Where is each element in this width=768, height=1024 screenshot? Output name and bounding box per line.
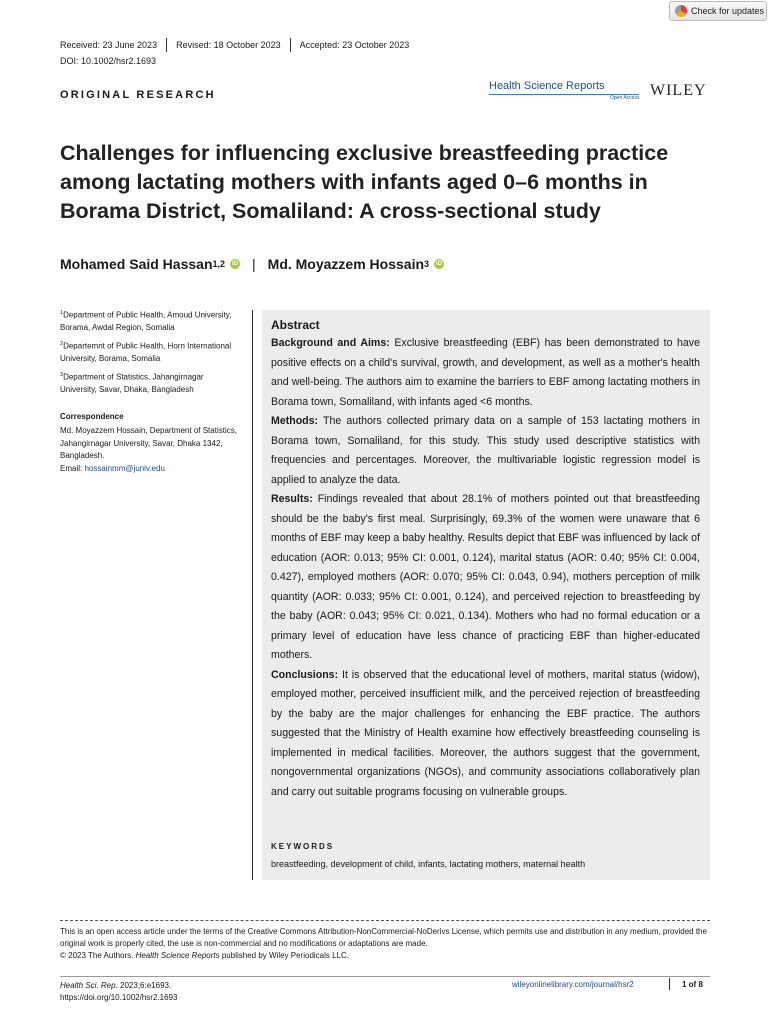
abstract-heading: Abstract xyxy=(271,318,320,332)
correspondence-details xyxy=(60,425,240,475)
journal-url-link[interactable]: wileyonlinelibrary.com/journal/hsr2 xyxy=(512,980,634,989)
accepted-date: Accepted: 23 October 2023 xyxy=(299,40,410,50)
conclusions-text: It is observed that the educational level of mothers, marital status (widow), employed mother, perceived insufficient milk, and the perceived rejection of breastfeeding by the baby are the major challenges for enhancing the EBF practice. The authors suggested that the Ministry of Health examine how effectively breastfeeding counseling is implemented in medical facilities. Moreover, the authors suggest that the government, nongovernmental organizations (NGOs), and community associations collaboratively plan and carry out suitable programs focusing on vulnerable groups. xyxy=(271,668,700,798)
conclusions-label: Conclusions: xyxy=(271,668,339,681)
citation-volume: 2023;6:e1693. xyxy=(117,981,172,990)
divider xyxy=(290,38,291,52)
abstract-divider xyxy=(252,310,253,880)
orcid-icon[interactable]: iD xyxy=(436,261,443,267)
check-for-updates-label: Check for updates xyxy=(691,6,765,16)
methods-text: The authors collected primary data on a sample of 153 lactating mothers in Borama town, Somaliland, for this study. This study used descriptive statistics with frequencies and percentages. Moreover, the multivariable logistic regression model is applied to analyze the data. xyxy=(271,415,700,486)
affiliation-text: Department of Public Health, Amoud University, Borama, Awdal Region, Somalia xyxy=(60,310,232,333)
copyright-prefix: © 2023 The Authors. xyxy=(60,951,136,960)
abstract-methods xyxy=(271,412,700,490)
received-date: Received: 23 June 2023 xyxy=(60,40,158,50)
correspondence-heading: Correspondence xyxy=(60,412,124,421)
license-text: This is an open access article under the terms of the Creative Commons Attribution-NonCommercial-NoDerivs License, which permits use and distribution in any medium, provided the original work is properly cited, the use is non-commercial and no modifications or adaptations are made. xyxy=(60,927,707,948)
results-label: Results: xyxy=(271,493,313,505)
affiliation-text: Departemnt of Public Health, Horn International University, Borama, Somalia xyxy=(60,341,232,364)
affiliation-number: 1 xyxy=(60,310,64,316)
abstract-background xyxy=(271,334,700,412)
abstract-results xyxy=(271,490,700,666)
affiliation xyxy=(60,369,240,397)
crossmark-icon xyxy=(675,5,687,17)
methods-label: Methods: xyxy=(271,415,319,427)
divider xyxy=(166,38,167,52)
revised-date: Revised: 18 October 2023 xyxy=(176,40,281,50)
publisher-logo: WILEY xyxy=(650,82,707,99)
author-list xyxy=(60,256,444,272)
section-label: ORIGINAL RESEARCH xyxy=(60,89,216,101)
citation-journal: Health Sci. Rep. xyxy=(60,981,118,990)
affiliation-number: 2 xyxy=(60,341,64,347)
doi: DOI: 10.1002/hsr2.1693 xyxy=(60,56,157,66)
affiliation xyxy=(60,307,240,335)
copyright-suffix: published by Wiley Periodicals LLC. xyxy=(219,951,350,960)
affiliation-text: Department of Statistics, Jahangirnagar University, Savar, Dhaka, Bangladesh xyxy=(60,372,204,395)
license-divider xyxy=(60,920,710,921)
affiliation xyxy=(60,338,240,366)
author-separator: | xyxy=(252,256,256,272)
email-link[interactable]: hossainmm@juniv.edu xyxy=(84,463,165,473)
open-access-label: Open Access xyxy=(610,95,640,101)
article-title: Challenges for influencing exclusive breastfeeding practice among lactating mothers with infants aged 0–6 months in Borama District, Somaliland: A cross-sectional study xyxy=(60,141,669,223)
check-for-updates-button[interactable] xyxy=(669,1,767,21)
correspondence-text: Md. Moyazzem Hossain, Department of Statistics, Jahangirnagar University, Savar, Dhaka 1342, Bangladesh. xyxy=(60,426,237,460)
results-text: Findings revealed that about 28.1% of mothers pointed out that breastfeeding should be the baby's first meal. Surprisingly, 69.3% of the women were unaware that 6 months of EBF may keep a baby healthy. Results depict that EBF was influenced by lack of education (AOR: 0.013; 95% CI: 0.001, 0.124), marital status (AOR: 0.40; 95% CI: 0.004, 0.427), employed mothers (AOR: 0.070; 95% CI: 0.043, 0.94), mothers perception of milk quantity (AOR: 0.033; 95% CI: 0.001, 0.124), and perceived rejection to breastfeeding by the baby (AOR: 0.043; 95% CI: 0.021, 0.134). Mothers who had no formal education or a primary level of education have less chance of practicing EBF than higher-educated mothers. xyxy=(271,493,700,661)
abstract-conclusions xyxy=(271,666,700,803)
author-name[interactable]: Md. Moyazzem Hossain xyxy=(267,256,425,272)
page-number: 1 of 8 xyxy=(682,980,703,989)
email-label: Email: xyxy=(60,463,85,473)
footer-separator xyxy=(669,978,670,990)
keywords-heading: KEYWORDS xyxy=(271,842,335,851)
affiliation-number: 3 xyxy=(60,372,64,378)
author-affiliation-sup: 3 xyxy=(424,259,430,269)
article-dates xyxy=(60,38,409,52)
journal-logo-text: Health Science Reports xyxy=(489,80,605,92)
author-name[interactable]: Mohamed Said Hassan xyxy=(60,256,213,272)
author-affiliation-sup: 1,2 xyxy=(212,259,226,269)
doi-url[interactable]: https://doi.org/10.1002/hsr2.1693 xyxy=(60,993,178,1002)
keywords-list: breastfeeding, development of child, infants, lactating mothers, maternal health xyxy=(271,859,586,869)
citation xyxy=(60,980,177,1004)
license-notice xyxy=(60,926,710,962)
background-text: Exclusive breastfeeding (EBF) has been demonstrated to have positive effects on a child's survival, growth, and development, as well as a mother's health and well-being. The authors aim to examine the barriers to EBF among lactating mothers in Borama town, Somaliland, with infants aged <6 months. xyxy=(271,337,700,408)
background-label: Background and Aims: xyxy=(271,337,390,349)
abstract-body xyxy=(271,334,700,802)
copyright-journal: Health Science Reports xyxy=(135,951,220,960)
footer-divider xyxy=(60,976,710,977)
orcid-icon[interactable]: iD xyxy=(232,261,239,267)
